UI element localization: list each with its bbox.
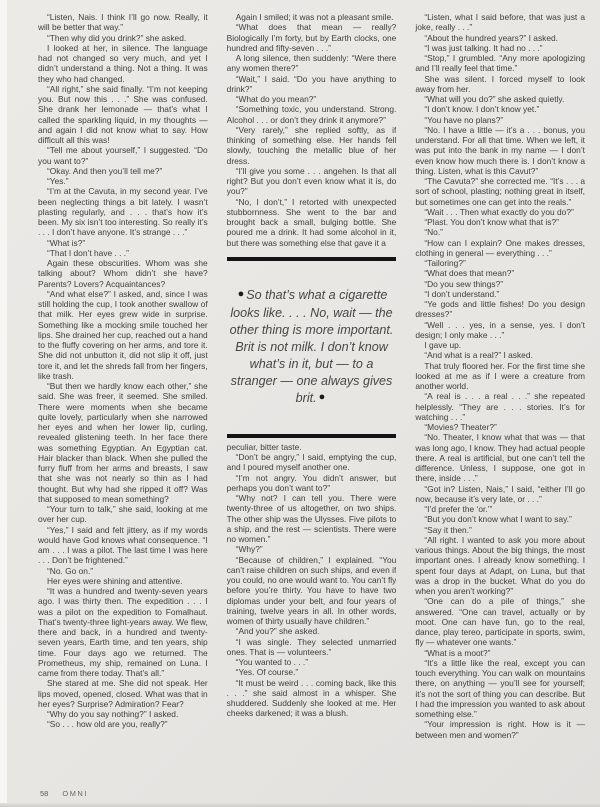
paragraph: “All right,” she said finally. “I’m not keeping you. But now this . . .” She was confused. She drank her lemonade — that’s what I called the sparkling liquid, in my thoughts — and again I did not know what to say. How difficult all this was! (38, 83, 208, 145)
text-columns (38, 12, 585, 780)
paragraph: “What does that mean?” (424, 268, 515, 279)
paragraph: “Okay. And then you’ll tell me?” (47, 165, 163, 176)
paragraph: “You wanted to . . .” (235, 657, 308, 667)
paragraph: Her eyes were shining and attentive. (47, 575, 183, 586)
paragraph: “Say it then.” (424, 524, 472, 535)
paragraph: “I’m not angry. You didn’t answer, but perhaps you don’t want to?” (226, 472, 397, 493)
paragraph: “Stop,” I grumbled. “Any more apologizing and I’ll really feel that time.” (415, 53, 586, 74)
paragraph: That truly floored her. For the first time she looked at me as if I were a creature from another world. (415, 360, 586, 391)
paragraph: “No.” (424, 227, 443, 238)
paragraph: “And what is a real?” I asked. (424, 350, 533, 361)
column-3 (415, 12, 585, 780)
paragraph: “Don’t be angry,” I said, emptying the cup, and I poured myself another one. (226, 452, 397, 473)
paragraph: “Your impression is right. How is it — between men and women?” (415, 719, 586, 740)
paragraph: “Why?” (235, 544, 263, 555)
paragraph: “What do you mean?” (235, 94, 317, 104)
paragraph: “No. I have a little — it’s a . . . bonus, you understand. For all that time. When we left, it was put into the bank in my name — I don’t even know how much there is. I don’t know a thing. Listen, what is this Cavut?” (415, 124, 586, 176)
paragraph: “Because of children,” I explained. “You can’t raise children on such ships, and even if you could, no one would want to. You can’t fly before you’re thirty. You have to have two diplomas under your belt, and four years of training, twelve years in all. In other words, women of thirty usually have children.” (226, 554, 397, 626)
paragraph: “How can I explain? One makes dresses, clothing in general — everything . . .” (415, 237, 586, 258)
open-quote-icon: ● (237, 287, 245, 300)
column-2-top (227, 12, 397, 248)
paragraph: “About the hundred years?” I asked. (424, 32, 558, 43)
paragraph: “Listen, Nais. I think I’ll go now. Really, it will be better that way.” (38, 12, 208, 33)
paragraph: “No, I don’t,” I retorted with unexpected stubbornness. She went to the bar and brought back a small, bulging bottle. She poured me a drink. It had some alcohol in it, but there was something else that gave it a (226, 196, 397, 248)
paragraph: “Listen, what I said before, that was just a joke, really . . .” (415, 12, 586, 33)
paragraph: “What is?” (47, 237, 86, 248)
paragraph: “Then why did you drink?” she asked. (47, 32, 187, 43)
paragraph: “That I don’t have . . .” (47, 247, 129, 258)
paragraph: “Wait . . . Then what exactly do you do?” (424, 206, 574, 217)
paragraph: “Very rarely,” she replied softly, as if thinking of something else. Her hands fell slowly, touching the metallic blue of her dress. (226, 124, 397, 166)
paragraph: Again these obscurities. Whom was she talking about? Whom didn’t she have? Parents? Lovers? Acquaintances? (38, 258, 208, 289)
paragraph: “Yes. Of course.” (235, 667, 299, 678)
paragraph: I looked at her, in silence. The language had not changed so very much, and yet I didn’t understand a thing. Not a thing. It was they who had changed. (38, 42, 208, 84)
paragraph: “Tailoring?” (424, 258, 466, 268)
paragraph: “It was a hundred and twenty-seven years ago. I was thirty then. The expedition . . . I was a pilot on the expedition to Fomalhaut. That’s twenty-three light-years away. We flew, there and back, in a hundred and twenty-seven years, Earth time, and ten years, ship time. Four days ago we returned. The Prometheus, my ship, remained on Luna. I came from there today. That’s all.” (38, 586, 208, 678)
paragraph: “It must be weird . . . coming back, like this . . .” she said almost in a whisper. She shuddered. Suddenly she looked at me. Her cheeks darkened; it was a blush. (226, 677, 397, 719)
paragraph: “Something toxic, you understand. Strong. Alcohol . . . or don’t they drink it anymore?” (226, 104, 397, 125)
paragraph: “Why not? I can tell you. There were twenty-three of us altogether, on two ships. The other ship was the Ulysses. Five pilots to a ship, and the rest — scientists. There were no women.” (226, 493, 397, 544)
paragraph: “I’ll give you some . . . angehen. Is that all right? But you don’t even know what it is, do you?” (226, 165, 397, 197)
paragraph: “Yes,” I said and felt jittery, as if my words would have God knows what consequence. “I am . . . I was a pilot. The last time I was here . . . Don’t be frightened.” (38, 524, 208, 566)
paragraph: “So . . . how old are you, really?” (47, 719, 168, 730)
magazine-name: OMNI (62, 789, 88, 798)
page-footer (40, 789, 88, 798)
pull-quote-text: So that’s what a cigarette looks like. . . . No, wait — the other thing is more important. Brit is not milk. I don’t know what’s in it, but — to a stranger — one always gives brit. (229, 287, 394, 405)
paragraph: “Movies? Theater?” (424, 422, 497, 432)
paragraph: “What is a moot?” (424, 647, 491, 658)
paragraph: “Do you sew things?” (424, 278, 504, 289)
page-edge-bottom (0, 803, 600, 807)
paragraph: “What does that mean — really? Biologically I’m forty, but by Earth clocks, one hundred and fifty-seven . . .” (226, 22, 397, 53)
paragraph: “I don’t know. I don’t know yet.” (424, 104, 540, 115)
paragraph: “Got in? Listen, Nais,” I said, “either I’ll go now, because it’s very late, or . . .” (415, 483, 586, 504)
page-edge-left (0, 0, 7, 807)
paragraph: “I’m at the Cavuta, in my second year. I’ve been neglecting things a bit lately. I wasn’t plasting regularly, and . . . that’s how it’s been. My six isn’t too interesting. So really it’s . . . I don’t have anyone. It’s strange . . .” (38, 186, 208, 238)
paragraph: “The Cavuta?” she corrected me. “It’s . . . a sort of school, plasting; nothing great in itself, but sometimes one can get into the reals.” (415, 176, 586, 207)
paragraph: “And what else?” I asked, and, since I was still holding the cup, I took another swallow of that milk. Her eyes grew wide in surprise. Something like a mocking smile touched her lips. She drained her cup, reached out a hand to the fluffy covering on her arms, and tore it. She did not unbutton it, did not slip it off, just tore it, and let the shreds fall from her fingers, like trash. (38, 288, 208, 381)
paragraph: “And you?” she asked. (235, 626, 320, 637)
paragraph: “Yes.” (47, 176, 69, 186)
paragraph: “It’s a little like the real, except you can touch everything. You can walk on mountains there, on anything — you’ll see for yourself; it’s not the sort of thing you can describe. But I had the impression you wanted to ask about something else.” (415, 657, 586, 719)
column-1 (38, 12, 208, 780)
paragraph: “Wait,” I said. “Do you have anything to drink?” (226, 73, 397, 94)
paragraph: “One can do a pile of things,” she answered. “One can travel, actually or by moot. One can have fun, go to the real, dance, play tereo, participate in sports, swim, fly — whatever one wants.” (415, 596, 586, 648)
paragraph: “Well . . . yes, in a sense, yes. I don’t design; I only make . . .” (415, 319, 586, 340)
paragraph: A long silence, then suddenly: “Were there any women there?” (226, 53, 397, 74)
paragraph: “Ye gods and little fishes! Do you design dresses?” (415, 299, 586, 320)
pull-quote (227, 261, 397, 424)
paragraph: “You have no plans?” (424, 114, 504, 125)
column-2-bottom (227, 442, 397, 719)
paragraph: “What will you do?” she asked quietly. (424, 94, 565, 104)
paragraph: “But you don’t know what I want to say.” (424, 514, 572, 525)
paragraph: “I was just talking. It had no . . .” (424, 42, 543, 53)
pullquote-rule-bottom (227, 434, 397, 438)
paragraph: “Your turn to talk,” she said, looking at me over her cup. (38, 504, 208, 525)
paragraph: “But then we hardly know each other,” she said. She was freer, it seemed. She smiled. There were moments when she became quite lovely, particularly when she narrowed her eyes and when her lower lip, curling, revealed glistening teeth. In her face there was something Egyptian. An Egyptian cat. Hair blacker than black. When she pulled the furry fluff from her arms and breasts, I saw that she was not nearly so thin as I had thought. But why had she ripped it off? Was that supposed to mean something? (38, 381, 208, 504)
page-number: 58 (40, 789, 49, 798)
paragraph: “No. Go on.” (47, 565, 94, 576)
paragraph: “No. Theater, I know what that was — that was long ago, I know. They had actual people there. A real is artificial, but one can’t tell the difference. Unless, I suppose, one got in there, inside . . .” (415, 432, 586, 484)
close-quote-icon: ● (318, 390, 326, 403)
paragraph: She stared at me. She did not speak. Her lips moved, opened, closed. What was that in her eyes? Surprise? Admiration? Fear? (38, 678, 208, 709)
paragraph: “I don’t understand.” (424, 288, 500, 299)
paragraph: “I’d prefer the ‘or.’” (424, 504, 493, 514)
paragraph: I gave up. (424, 340, 462, 350)
column-2 (227, 12, 397, 780)
paragraph: “Plast. You don’t know what that is?” (424, 217, 559, 227)
paragraph: “I was single. They selected unmarried ones. That is — volunteers.” (226, 636, 397, 657)
paragraph: “A real is . . . a real . . .” she repeated helplessly. “They are . . . stories. It’s for watching . . .” (415, 391, 586, 422)
paragraph: “Tell me about yourself,” I suggested. “Do you want to?” (38, 145, 208, 166)
paragraph: Again I smiled; it was not a pleasant smile. (235, 12, 394, 22)
paragraph: peculiar, bitter taste. (226, 441, 302, 452)
paragraph: “All right. I wanted to ask you more about various things. About the big things, the most important ones. I already know something. I spent four days at Adapt, on Luna, but that was a drop in the bucket. What do you do when you aren’t working?” (415, 534, 586, 596)
paragraph: “Why do you say nothing?” I asked. (47, 709, 179, 719)
paragraph: She was silent. I forced myself to look away from her. (415, 73, 586, 94)
